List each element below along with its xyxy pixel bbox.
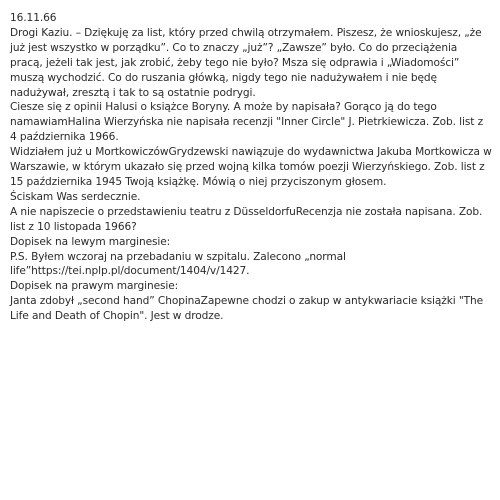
letter-document	[10, 11, 492, 324]
right-margin-note-heading: Dopisek na prawym marginesie:	[10, 280, 179, 293]
letter-paragraph-greeting: Drogi Kaziu. – Dziękuję za list, który przed chwilą otrzymałem. Piszesz, że wnioskujesz, „że już jest wszystko w porządku”. Co to znaczy „już”? „Zawsze” było. Co do przeciążenia pracą, jeżeli tak jest, jak zrobić, żeby tego nie było? Msza się odprawia i „Wiadomości” muszą wychodzić. Co do ruszania główką, nigdy tego nie nadużywałem i nie będę nadużywał, zresztą i tak to są ostatnie podrygi.	[10, 26, 482, 99]
letter-paragraph-mortkowicz: Widziałem już u MortkowiczówGrydzewski nawiązuje do wydawnictwa Jakuba Mortkowicza w Warszawie, w którym ukazało się przed wojną kilka tomów poezji Wierzyńskiego. Zob. list z 15 października 1945 Twoją książkę. Mówią o niej przyciszonym głosem.	[10, 146, 492, 188]
letter-closing: Ściskam Was serdecznie.	[10, 190, 141, 203]
letter-paragraph-halusia: Ciesze się z opinii Halusi o książce Boryny. A może by napisała? Gorąco ją do tego namawiamHalina Wierzyńska nie napisała recenzji "Inner Circle" J. Pietrkiewicza. Zob. list z 4 października 1966.	[10, 101, 484, 144]
letter-paragraph-theatre: A nie napiszecie o przedstawieniu teatru z DüsseldorfuRecenzja nie została napisana. Zob. list z 10 listopada 1966?	[10, 205, 483, 233]
right-margin-note-text: Janta zdobył „second hand” ChopinaZapewne chodzi o zakup w antykwariacie książki "The Life and Death of Chopin". Jest w drodze.	[10, 295, 484, 323]
left-margin-note-heading: Dopisek na lewym marginesie:	[10, 235, 171, 248]
left-margin-note-text: P.S. Byłem wczoraj na przebadaniu w szpitalu. Zalecono „normal life”https://tei.nplp.pl/document/1404/v/1427.	[10, 250, 346, 278]
letter-date: 16.11.66	[10, 12, 57, 24]
